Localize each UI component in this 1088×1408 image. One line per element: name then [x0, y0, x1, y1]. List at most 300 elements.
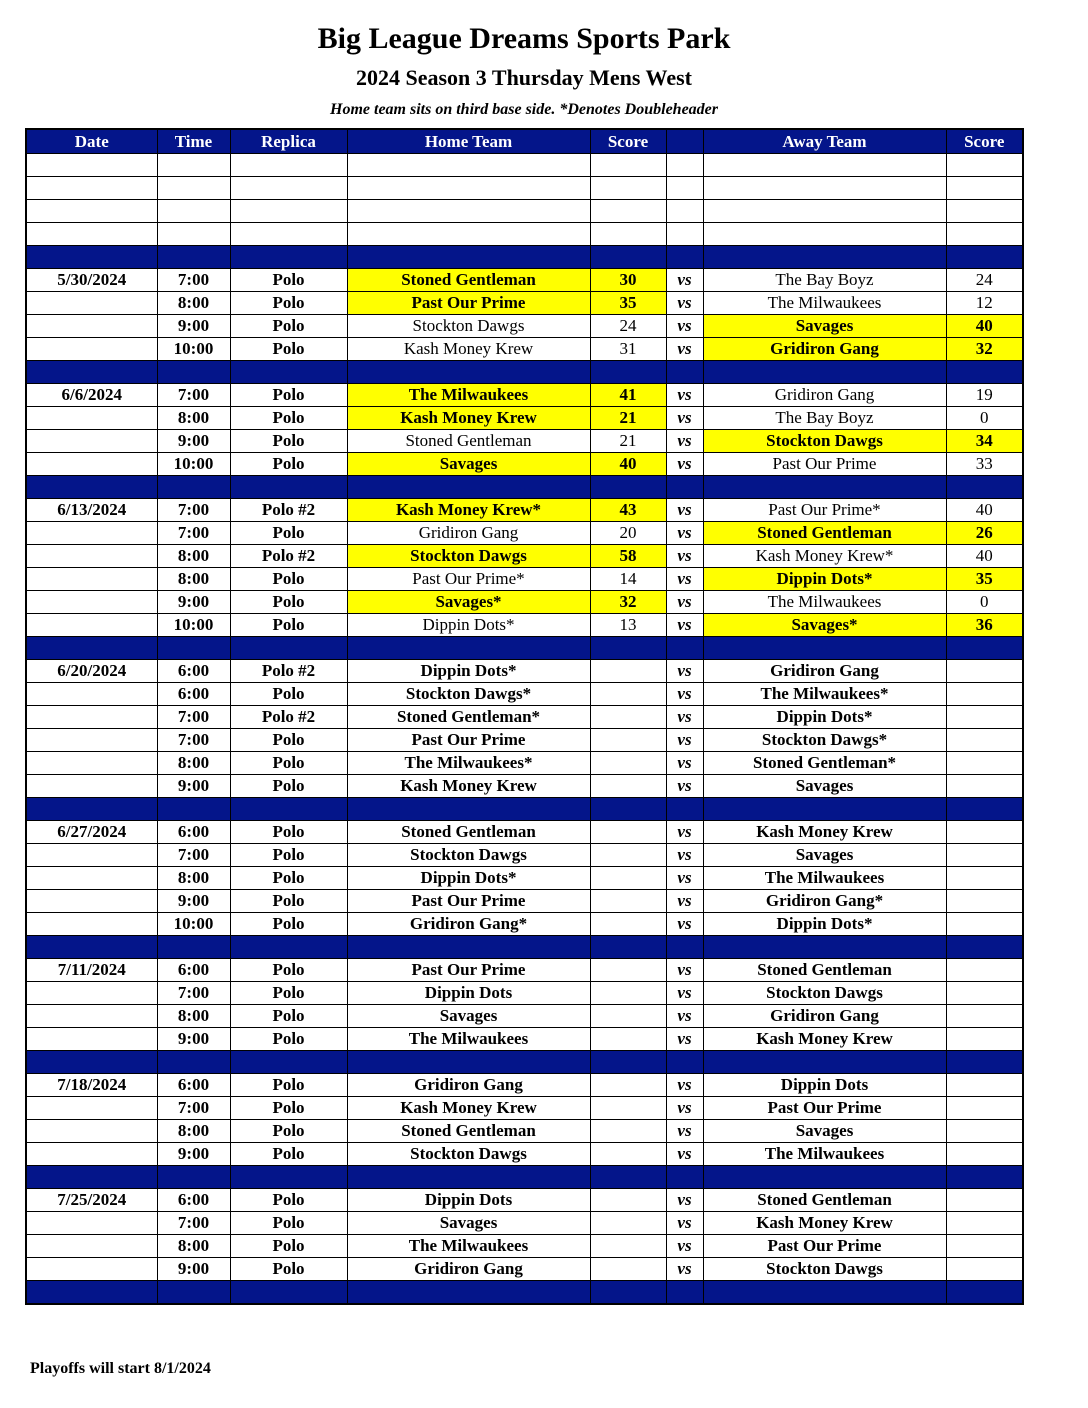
separator-cell: [703, 798, 946, 821]
home-score: [590, 821, 666, 844]
away-score: [946, 1120, 1023, 1143]
game-time: 10:00: [157, 913, 230, 936]
col-time-header: Time: [157, 129, 230, 154]
game-row: [26, 1258, 1023, 1281]
vs-label: vs: [666, 867, 703, 890]
col-date-header: Date: [26, 129, 157, 154]
game-time: 7:00: [157, 729, 230, 752]
vs-label: vs: [666, 890, 703, 913]
separator-cell: [946, 936, 1023, 959]
game-row: [26, 729, 1023, 752]
blank-cell: [26, 200, 157, 223]
away-score: 35: [946, 568, 1023, 591]
separator-cell: [230, 637, 347, 660]
game-time: 7:00: [157, 844, 230, 867]
game-field: Polo: [230, 1005, 347, 1028]
away-team: Kash Money Krew*: [703, 545, 946, 568]
home-team: Kash Money Krew: [347, 1097, 590, 1120]
game-row: [26, 1189, 1023, 1212]
away-score: 40: [946, 545, 1023, 568]
schedule-table: [25, 128, 1024, 1305]
away-team: Dippin Dots: [703, 1074, 946, 1097]
blank-row: [26, 154, 1023, 177]
week-separator: [26, 1166, 1023, 1189]
game-row: [26, 614, 1023, 637]
vs-label: vs: [666, 1235, 703, 1258]
col-away-team-header: Away Team: [703, 129, 946, 154]
home-team: Savages: [347, 1212, 590, 1235]
home-team: Dippin Dots: [347, 982, 590, 1005]
home-score: 30: [590, 269, 666, 292]
vs-label: vs: [666, 1005, 703, 1028]
game-row: [26, 982, 1023, 1005]
separator-cell: [230, 798, 347, 821]
col-replica-header: Replica: [230, 129, 347, 154]
vs-label: vs: [666, 1212, 703, 1235]
separator-cell: [347, 637, 590, 660]
blank-cell: [946, 177, 1023, 200]
away-team: Savages*: [703, 614, 946, 637]
separator-cell: [703, 637, 946, 660]
blank-cell: [26, 177, 157, 200]
separator-cell: [946, 798, 1023, 821]
away-team: Stoned Gentleman*: [703, 752, 946, 775]
blank-cell: [666, 223, 703, 246]
game-time: 10:00: [157, 453, 230, 476]
vs-label: vs: [666, 1189, 703, 1212]
game-date: [26, 1258, 157, 1281]
away-score: [946, 1074, 1023, 1097]
game-field: Polo: [230, 384, 347, 407]
away-team: Savages: [703, 315, 946, 338]
game-time: 8:00: [157, 867, 230, 890]
game-date: [26, 591, 157, 614]
home-team: Gridiron Gang: [347, 1074, 590, 1097]
vs-label: vs: [666, 683, 703, 706]
game-field: Polo: [230, 1120, 347, 1143]
home-team: Kash Money Krew*: [347, 499, 590, 522]
playoffs-note: Playoffs will start 8/1/2024: [30, 1360, 211, 1377]
home-team: Dippin Dots: [347, 1189, 590, 1212]
away-team: Kash Money Krew: [703, 1212, 946, 1235]
away-team: Gridiron Gang: [703, 1005, 946, 1028]
blank-cell: [703, 200, 946, 223]
separator-cell: [347, 361, 590, 384]
separator-cell: [946, 1166, 1023, 1189]
game-date: 6/27/2024: [26, 821, 157, 844]
blank-row: [26, 200, 1023, 223]
home-score: [590, 1028, 666, 1051]
home-score: [590, 844, 666, 867]
vs-label: vs: [666, 913, 703, 936]
game-time: 8:00: [157, 545, 230, 568]
home-score: [590, 913, 666, 936]
game-date: [26, 683, 157, 706]
separator-cell: [946, 476, 1023, 499]
game-time: 7:00: [157, 706, 230, 729]
away-team: Stockton Dawgs*: [703, 729, 946, 752]
game-row: [26, 315, 1023, 338]
game-field: Polo: [230, 1258, 347, 1281]
away-score: 32: [946, 338, 1023, 361]
game-field: Polo #2: [230, 545, 347, 568]
game-row: [26, 890, 1023, 913]
vs-label: vs: [666, 453, 703, 476]
separator-cell: [347, 246, 590, 269]
separator-cell: [590, 1281, 666, 1305]
game-date: [26, 614, 157, 637]
vs-label: vs: [666, 959, 703, 982]
home-score: 21: [590, 430, 666, 453]
game-date: [26, 913, 157, 936]
col-away-score-header: Score: [946, 129, 1023, 154]
game-date: [26, 1120, 157, 1143]
home-team: Stockton Dawgs: [347, 315, 590, 338]
game-time: 9:00: [157, 775, 230, 798]
away-score: 33: [946, 453, 1023, 476]
game-row: [26, 499, 1023, 522]
vs-label: vs: [666, 522, 703, 545]
game-field: Polo: [230, 1189, 347, 1212]
home-team: Gridiron Gang: [347, 1258, 590, 1281]
game-time: 6:00: [157, 1189, 230, 1212]
game-date: [26, 706, 157, 729]
game-row: [26, 1143, 1023, 1166]
away-team: Stoned Gentleman: [703, 1189, 946, 1212]
blank-cell: [666, 200, 703, 223]
game-field: Polo: [230, 1097, 347, 1120]
col-home-score-header: Score: [590, 129, 666, 154]
home-team: Dippin Dots*: [347, 867, 590, 890]
game-date: 7/11/2024: [26, 959, 157, 982]
home-score: 14: [590, 568, 666, 591]
separator-cell: [590, 798, 666, 821]
game-date: 6/20/2024: [26, 660, 157, 683]
home-score: [590, 706, 666, 729]
game-date: [26, 729, 157, 752]
separator-cell: [26, 246, 157, 269]
vs-label: vs: [666, 591, 703, 614]
blank-cell: [590, 200, 666, 223]
home-score: [590, 729, 666, 752]
week-separator: [26, 637, 1023, 660]
header-row: [26, 129, 1023, 154]
game-row: [26, 407, 1023, 430]
blank-cell: [230, 200, 347, 223]
home-team: Savages: [347, 453, 590, 476]
separator-cell: [666, 637, 703, 660]
away-score: [946, 775, 1023, 798]
game-date: [26, 752, 157, 775]
away-score: [946, 752, 1023, 775]
vs-label: vs: [666, 545, 703, 568]
separator-cell: [347, 936, 590, 959]
home-score: 35: [590, 292, 666, 315]
game-field: Polo #2: [230, 660, 347, 683]
blank-cell: [946, 200, 1023, 223]
game-time: 9:00: [157, 430, 230, 453]
away-team: The Bay Boyz: [703, 269, 946, 292]
game-row: [26, 1120, 1023, 1143]
separator-cell: [230, 1281, 347, 1305]
vs-label: vs: [666, 752, 703, 775]
vs-label: vs: [666, 982, 703, 1005]
blank-cell: [347, 154, 590, 177]
separator-cell: [590, 637, 666, 660]
away-score: 40: [946, 315, 1023, 338]
separator-cell: [666, 361, 703, 384]
week-separator: [26, 1281, 1023, 1305]
game-row: [26, 384, 1023, 407]
game-date: [26, 1005, 157, 1028]
away-team: Gridiron Gang*: [703, 890, 946, 913]
home-team: Kash Money Krew: [347, 407, 590, 430]
game-date: [26, 982, 157, 1005]
game-row: [26, 522, 1023, 545]
away-score: [946, 1005, 1023, 1028]
separator-cell: [347, 1051, 590, 1074]
blank-cell: [946, 154, 1023, 177]
separator-cell: [157, 637, 230, 660]
away-team: The Milwaukees*: [703, 683, 946, 706]
game-field: Polo: [230, 1235, 347, 1258]
separator-cell: [946, 637, 1023, 660]
separator-cell: [590, 1051, 666, 1074]
separator-cell: [703, 361, 946, 384]
doubleheader-note: Home team sits on third base side. *Denotes Doubleheader: [330, 101, 718, 118]
separator-cell: [666, 1281, 703, 1305]
separator-cell: [703, 246, 946, 269]
away-score: [946, 982, 1023, 1005]
away-team: Gridiron Gang: [703, 384, 946, 407]
game-field: Polo: [230, 269, 347, 292]
vs-label: vs: [666, 1028, 703, 1051]
game-field: Polo: [230, 591, 347, 614]
game-date: 5/30/2024: [26, 269, 157, 292]
game-time: 7:00: [157, 1212, 230, 1235]
separator-cell: [703, 936, 946, 959]
vs-label: vs: [666, 338, 703, 361]
game-field: Polo: [230, 844, 347, 867]
vs-label: vs: [666, 499, 703, 522]
home-team: Stoned Gentleman*: [347, 706, 590, 729]
home-team: The Milwaukees: [347, 1235, 590, 1258]
home-score: 32: [590, 591, 666, 614]
home-score: [590, 1005, 666, 1028]
home-team: Past Our Prime: [347, 959, 590, 982]
away-team: Savages: [703, 775, 946, 798]
col-home-team-header: Home Team: [347, 129, 590, 154]
game-date: [26, 568, 157, 591]
game-date: [26, 522, 157, 545]
vs-label: vs: [666, 315, 703, 338]
game-time: 6:00: [157, 959, 230, 982]
vs-label: vs: [666, 1074, 703, 1097]
home-team: Past Our Prime: [347, 729, 590, 752]
away-team: Past Our Prime: [703, 453, 946, 476]
home-score: [590, 1189, 666, 1212]
game-time: 8:00: [157, 292, 230, 315]
game-field: Polo: [230, 683, 347, 706]
separator-cell: [946, 246, 1023, 269]
home-team: Kash Money Krew: [347, 338, 590, 361]
game-time: 9:00: [157, 315, 230, 338]
game-field: Polo: [230, 959, 347, 982]
blank-cell: [230, 154, 347, 177]
away-score: [946, 959, 1023, 982]
game-date: [26, 1235, 157, 1258]
away-score: [946, 1028, 1023, 1051]
separator-cell: [157, 1281, 230, 1305]
away-team: Stockton Dawgs: [703, 1258, 946, 1281]
game-time: 6:00: [157, 660, 230, 683]
away-score: [946, 660, 1023, 683]
away-score: 26: [946, 522, 1023, 545]
game-date: [26, 407, 157, 430]
home-team: Stockton Dawgs*: [347, 683, 590, 706]
game-row: [26, 1028, 1023, 1051]
game-time: 9:00: [157, 1258, 230, 1281]
blank-cell: [157, 177, 230, 200]
away-team: Gridiron Gang: [703, 338, 946, 361]
separator-cell: [590, 1166, 666, 1189]
away-team: Dippin Dots*: [703, 913, 946, 936]
home-team: Kash Money Krew: [347, 775, 590, 798]
away-score: 34: [946, 430, 1023, 453]
col-vs-header: [666, 129, 703, 154]
game-date: [26, 292, 157, 315]
away-score: 12: [946, 292, 1023, 315]
game-date: [26, 545, 157, 568]
home-score: [590, 1074, 666, 1097]
vs-label: vs: [666, 384, 703, 407]
separator-cell: [26, 1166, 157, 1189]
away-score: [946, 867, 1023, 890]
separator-cell: [157, 798, 230, 821]
game-row: [26, 683, 1023, 706]
separator-cell: [230, 1051, 347, 1074]
home-score: [590, 867, 666, 890]
home-score: [590, 1143, 666, 1166]
game-row: [26, 453, 1023, 476]
home-score: [590, 683, 666, 706]
game-field: Polo: [230, 453, 347, 476]
game-date: 6/13/2024: [26, 499, 157, 522]
home-team: The Milwaukees*: [347, 752, 590, 775]
game-field: Polo: [230, 890, 347, 913]
home-score: [590, 1235, 666, 1258]
vs-label: vs: [666, 706, 703, 729]
away-team: Kash Money Krew: [703, 1028, 946, 1051]
separator-cell: [703, 1051, 946, 1074]
home-team: Gridiron Gang*: [347, 913, 590, 936]
separator-cell: [946, 1051, 1023, 1074]
game-row: [26, 292, 1023, 315]
separator-cell: [26, 936, 157, 959]
game-row: [26, 430, 1023, 453]
game-field: Polo: [230, 752, 347, 775]
home-team: The Milwaukees: [347, 384, 590, 407]
separator-cell: [26, 1051, 157, 1074]
blank-cell: [230, 177, 347, 200]
game-date: [26, 315, 157, 338]
page-title: Big League Dreams Sports Park: [317, 22, 731, 55]
separator-cell: [157, 1166, 230, 1189]
separator-cell: [703, 1166, 946, 1189]
away-score: [946, 913, 1023, 936]
game-row: [26, 568, 1023, 591]
home-team: Savages: [347, 1005, 590, 1028]
game-field: Polo: [230, 1074, 347, 1097]
game-field: Polo #2: [230, 499, 347, 522]
away-team: Past Our Prime: [703, 1097, 946, 1120]
separator-cell: [666, 1051, 703, 1074]
home-team: Past Our Prime*: [347, 568, 590, 591]
blank-cell: [26, 223, 157, 246]
separator-cell: [26, 361, 157, 384]
week-separator: [26, 246, 1023, 269]
separator-cell: [230, 1166, 347, 1189]
vs-label: vs: [666, 430, 703, 453]
game-field: Polo: [230, 430, 347, 453]
game-field: Polo: [230, 775, 347, 798]
away-score: [946, 1212, 1023, 1235]
vs-label: vs: [666, 269, 703, 292]
separator-cell: [703, 476, 946, 499]
home-score: [590, 982, 666, 1005]
game-row: [26, 660, 1023, 683]
blank-cell: [666, 177, 703, 200]
home-team: The Milwaukees: [347, 1028, 590, 1051]
game-field: Polo: [230, 1212, 347, 1235]
separator-cell: [666, 798, 703, 821]
game-field: Polo: [230, 982, 347, 1005]
game-time: 8:00: [157, 568, 230, 591]
separator-cell: [230, 936, 347, 959]
game-time: 6:00: [157, 821, 230, 844]
away-team: Savages: [703, 844, 946, 867]
game-field: Polo: [230, 729, 347, 752]
blank-row: [26, 223, 1023, 246]
home-score: [590, 775, 666, 798]
game-field: Polo: [230, 867, 347, 890]
game-time: 9:00: [157, 591, 230, 614]
separator-cell: [347, 476, 590, 499]
game-row: [26, 338, 1023, 361]
game-time: 6:00: [157, 683, 230, 706]
game-field: Polo: [230, 407, 347, 430]
game-date: [26, 338, 157, 361]
away-score: 0: [946, 591, 1023, 614]
away-team: The Bay Boyz: [703, 407, 946, 430]
game-time: 8:00: [157, 407, 230, 430]
away-team: Kash Money Krew: [703, 821, 946, 844]
away-team: Stockton Dawgs: [703, 430, 946, 453]
game-row: [26, 752, 1023, 775]
game-time: 7:00: [157, 1097, 230, 1120]
separator-cell: [703, 1281, 946, 1305]
home-team: Stoned Gentleman: [347, 269, 590, 292]
away-score: 0: [946, 407, 1023, 430]
separator-cell: [26, 476, 157, 499]
game-field: Polo: [230, 338, 347, 361]
separator-cell: [26, 798, 157, 821]
away-score: [946, 844, 1023, 867]
game-field: Polo: [230, 292, 347, 315]
separator-cell: [590, 361, 666, 384]
separator-cell: [157, 246, 230, 269]
separator-cell: [230, 361, 347, 384]
